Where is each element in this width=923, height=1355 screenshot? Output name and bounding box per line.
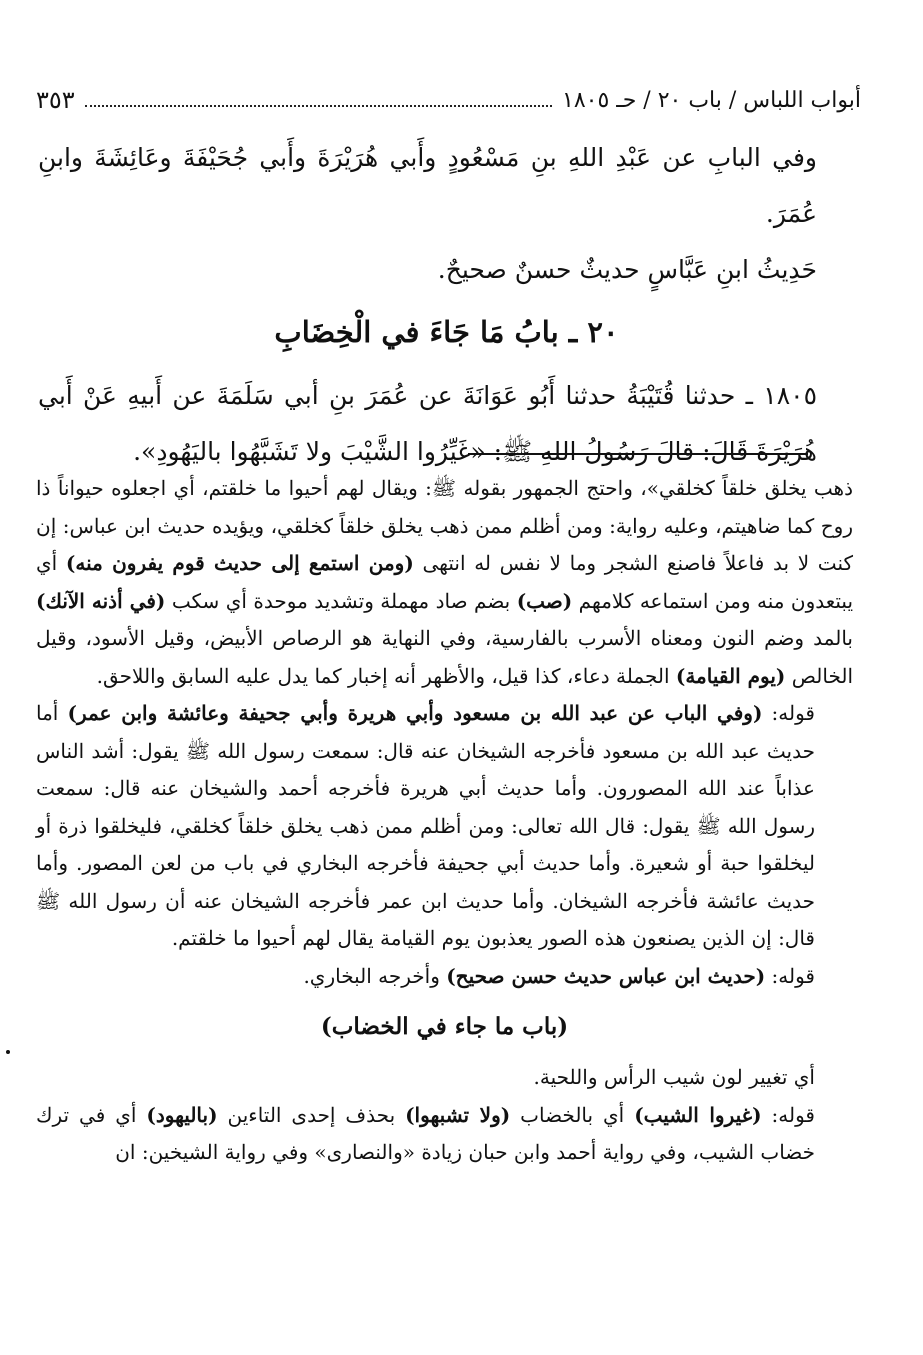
quoted-phrase: (حديث ابن عباس حديث حسن صحيح) xyxy=(446,963,766,988)
page-number: ٣٥٣ xyxy=(36,86,75,114)
chapter-title: ٢٠ ـ بابُ مَا جَاءَ في الْخِضَابِ xyxy=(274,315,619,349)
quoted-phrase: (يوم القيامة) xyxy=(675,663,786,688)
commentary-paragraph: ذهب يخلق خلقاً كخلقي»، واحتج الجمهور بقوله ﷺ: ويقال لهم أحيوا ما خلقتم، أي اجعلوه حيواناً ذا روح كما ضاهيتم، وعليه رواية: ومن أظلم ممن ذهب يخلق خلقاً كخلقي، ويؤيده حديث ابن عباس: إن كنت لا بد فاعلاً فاصنع الشجر وما لا نفس له انتهى (ومن استمع إلى حديث قوم يفرون منه) أي يبتعدون منه ومن استماعه كلامهم (صب) بضم صاد مهملة وتشديد موحدة أي سكب (في أذنه الآنك) بالمد وضم النون ومعناه الأسرب بالفارسية، وفي النهاية هو الرصاص الأبيض، وقيل الأسود، وقيل الخالص (يوم القيامة) الجملة دعاء، كذا قيل، والأظهر أنه إخبار كما يدل عليه السابق واللاحق. xyxy=(36,476,854,688)
commentary-paragraph: قوله: (حديث ابن عباس حديث حسن صحيح) وأخرجه البخاري. xyxy=(303,963,815,988)
quoted-phrase: (باليهود) xyxy=(146,1102,218,1127)
quoted-phrase: (في أذنه الآنك) xyxy=(36,588,166,613)
header-title: أبواب اللباس / باب ٢٠ / حـ ١٨٠٥ xyxy=(562,87,861,113)
commentary-paragraph: أي تغيير لون شيب الرأس واللحية. xyxy=(533,1065,815,1089)
footnote-separator-rule xyxy=(468,453,808,455)
main-text xyxy=(38,130,855,480)
margin-dot xyxy=(6,1050,10,1054)
hadith-paragraph: ١٨٠٥ ـ حدثنا قُتَيْبَةُ حدثنا أَبُو عَوَانَةَ عن عُمَرَ بنِ أبي سَلَمَةَ عن أَبيهِ عَنْ أَبي هُرَيْرَةَ قَالَ: قالَ رَسُولُ اللهِ ﷺ: «غَيِّرُوا الشَّيْبَ ولا تَشَبَّهُوا باليَهُودِ». xyxy=(38,381,817,466)
commentary-section xyxy=(36,470,853,1172)
running-header xyxy=(36,82,861,118)
quoted-phrase: (وفي الباب عن عبد الله بن مسعود وأبي هريرة وأبي جحيفة وعائشة وابن عمر) xyxy=(67,701,763,725)
quoted-phrase: (غيروا الشيب) xyxy=(634,1102,762,1127)
commentary-section-title: (باب ما جاء في الخضاب) xyxy=(320,1013,569,1040)
commentary-paragraph: قوله: (وفي الباب عن عبد الله بن مسعود وأبي هريرة وأبي جحيفة وعائشة وابن عمر) أما حديث عبد الله بن مسعود فأخرجه الشيخان عنه قال: سمعت رسول الله ﷺ يقول: أشد الناس عذاباً عند الله المصورون. وأما حديث أبي هريرة فأخرجه أحمد والشيخان عنه قال: سمعت رسول الله ﷺ يقول: قال الله تعالى: ومن أظلم ممن ذهب يخلق خلقاً كخلقي، فليخلقوا ذرة أو ليخلقوا حبة أو شعيرة. وأما حديث أبي جحيفة فأخرجه البخاري في باب من لعن المصور. وأما حديث عائشة فأخرجه الشيخان. وأما حديث ابن عمر فأخرجه الشيخان عنه أن رسول الله ﷺ قال: إن الذين يصنعون هذه الصور يعذبون يوم القيامة يقال لهم أحيوا ما خلقتم. xyxy=(36,701,815,950)
grading-paragraph: حَدِيثُ ابنِ عَبَّاسٍ حديثٌ حسنٌ صحيحٌ. xyxy=(437,255,817,284)
commentary-paragraph: قوله: (غيروا الشيب) أي بالخضاب (ولا تشبهوا) بحذف إحدى التاءين (باليهود) أي في ترك خضاب الشيب، وفي رواية أحمد وابن حبان زيادة «والنصارى» وفي رواية الشيخين: ان xyxy=(36,1102,815,1164)
quoted-phrase: (صب) xyxy=(516,588,573,613)
quoted-phrase: (ومن استمع إلى حديث قوم يفرون منه) xyxy=(65,551,414,575)
quoted-phrase: (ولا تشبهوا) xyxy=(405,1102,511,1127)
header-dotted-leader xyxy=(85,105,552,107)
chapter-note-paragraph: وفي البابِ عن عَبْدِ اللهِ بنِ مَسْعُودٍ وأَبي هُرَيْرَةَ وأَبي جُحَيْفَةَ وعَائِشَةَ وابنِ عُمَرَ. xyxy=(38,143,817,228)
